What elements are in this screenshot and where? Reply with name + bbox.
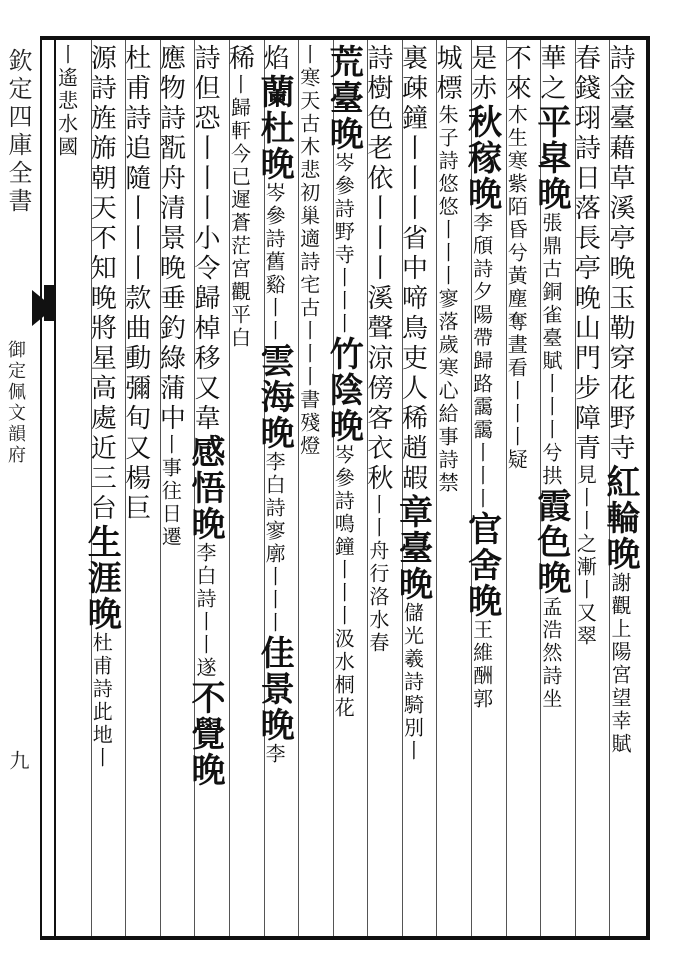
annotation-run: 李白詩丨丨遂 xyxy=(192,542,217,680)
headword: 平皐晚 xyxy=(530,104,571,212)
text-run: 焰 xyxy=(259,44,290,74)
annotation-run: 李白詩寥廓丨丨丨 xyxy=(262,451,287,635)
headword: 竹陰晚 xyxy=(323,336,364,444)
annotation-run: 看丨丨丨疑 xyxy=(504,357,529,472)
headword: 蘭杜晚 xyxy=(254,74,295,182)
annotation-run: 杜甫詩此地丨 xyxy=(89,632,114,770)
margin-page-number: 九 xyxy=(6,750,30,770)
annotation-run: 丨丨舟行洛水春 xyxy=(365,494,390,655)
text-run: 杜甫詩追隨丨丨丨款曲動彌旬又楊巨 xyxy=(120,44,151,524)
text-column xyxy=(254,44,299,934)
annotation-run: 孟浩然詩坐 xyxy=(538,596,563,711)
bottom-frame-rule xyxy=(40,936,650,940)
text-run: 城標 xyxy=(432,44,463,104)
text-run: 稀 xyxy=(224,44,255,74)
text-column xyxy=(323,44,368,934)
annotation-run: 李 xyxy=(262,743,287,766)
text-column xyxy=(570,44,610,934)
headword: 荒臺晚 xyxy=(323,44,364,152)
annotation-run: 岑參詩野寺丨丨丨 xyxy=(331,152,356,336)
headword: 秋稼晚 xyxy=(461,104,502,212)
headword: 霞色晚 xyxy=(530,488,571,596)
annotation-run: 丨事往日遷 xyxy=(158,434,183,549)
text-column xyxy=(56,44,91,934)
annotation-run: 岑參詩鳴鐘丨丨丨汲水桐花 xyxy=(331,444,356,720)
annotation-run: 丨遙悲水國 xyxy=(54,44,79,159)
headword: 不覺晚 xyxy=(184,680,225,788)
fish-tail-mark xyxy=(32,290,54,326)
text-run: 不來 xyxy=(501,44,532,104)
text-column xyxy=(362,44,402,934)
text-column xyxy=(461,44,506,934)
text-run: 華之 xyxy=(535,44,566,104)
text-column xyxy=(155,44,195,934)
text-run: 詩但恐丨丨丨小令歸棹移又韋 xyxy=(189,44,220,434)
annotation-run: 朱子詩悠悠丨丨丨寥落歲寒心 xyxy=(435,104,460,403)
text-run: 應物詩翫舟清景晚垂釣綠蒲中 xyxy=(155,44,186,434)
annotation-run: 木生寒紫陌昏兮黃塵奪晝 xyxy=(504,104,529,357)
text-columns xyxy=(56,44,644,934)
annotation-run: 蒼茫宮觀平 xyxy=(227,212,252,327)
margin-book-title: 御定佩文韻府 xyxy=(5,340,26,466)
annotation-run: 謝觀上陽宮望幸賦 xyxy=(608,572,632,756)
text-run: 詩樹色老依丨丨丨溪聲涼傍客衣秋 xyxy=(362,44,393,494)
text-column xyxy=(432,44,471,934)
annotation-run: 王維酬郭 xyxy=(469,619,494,711)
headword: 佳景晚 xyxy=(254,635,295,743)
annotation-run: 李頎詩夕陽帶歸路靄靄丨丨丨 xyxy=(469,212,494,511)
text-column xyxy=(120,44,160,934)
headword: 雲海晚 xyxy=(254,343,295,451)
text-run: 詩金臺藉草溪亭晚玉勒穿花野寺 xyxy=(605,44,635,464)
headword: 章臺晚 xyxy=(392,494,433,602)
annotation-run: 白 xyxy=(227,327,252,350)
text-run: 是赤 xyxy=(466,44,497,104)
headword: 感悟晚 xyxy=(184,434,225,542)
text-column xyxy=(184,44,229,934)
annotation-run: 岑參詩舊谿丨丨 xyxy=(262,182,287,343)
text-column xyxy=(392,44,437,934)
text-column xyxy=(224,44,264,934)
annotation-run: 給事詩禁 xyxy=(435,403,460,495)
headword: 官舍晚 xyxy=(461,511,502,619)
headword: 紅輪晚 xyxy=(600,464,640,572)
annotation-run: 儲光羲詩騎別丨 xyxy=(400,602,425,763)
text-run: 裏疎鐘丨丨丨省中啼鳥吏人稀趙嘏 xyxy=(397,44,428,494)
text-run: 源詩旌旆朝天不知晚將星高處近三台 xyxy=(86,44,117,524)
text-column xyxy=(501,44,541,934)
top-frame-rule xyxy=(40,36,650,40)
text-column xyxy=(298,44,333,934)
headword: 生涯晚 xyxy=(81,524,122,632)
margin-book-series-title: 欽定四庫全書 xyxy=(4,48,32,216)
text-column xyxy=(81,44,126,934)
annotation-run: 張鼎古銅雀臺賦丨丨丨兮拱 xyxy=(538,212,563,488)
text-column xyxy=(600,44,644,934)
right-frame-rule xyxy=(646,36,650,940)
annotation-run: 丨歸軒今已遲 xyxy=(227,74,252,212)
text-column xyxy=(530,44,575,934)
annotation-run: 初巢適詩宅古丨丨丨書殘燈 xyxy=(296,182,321,458)
text-run: 春錢珝詩日落長亭晚山門步障青 xyxy=(570,44,601,464)
annotation-run: 丨寒天古木悲 xyxy=(296,44,321,182)
annotation-run: 見丨丨之漸丨又翠 xyxy=(573,464,598,648)
